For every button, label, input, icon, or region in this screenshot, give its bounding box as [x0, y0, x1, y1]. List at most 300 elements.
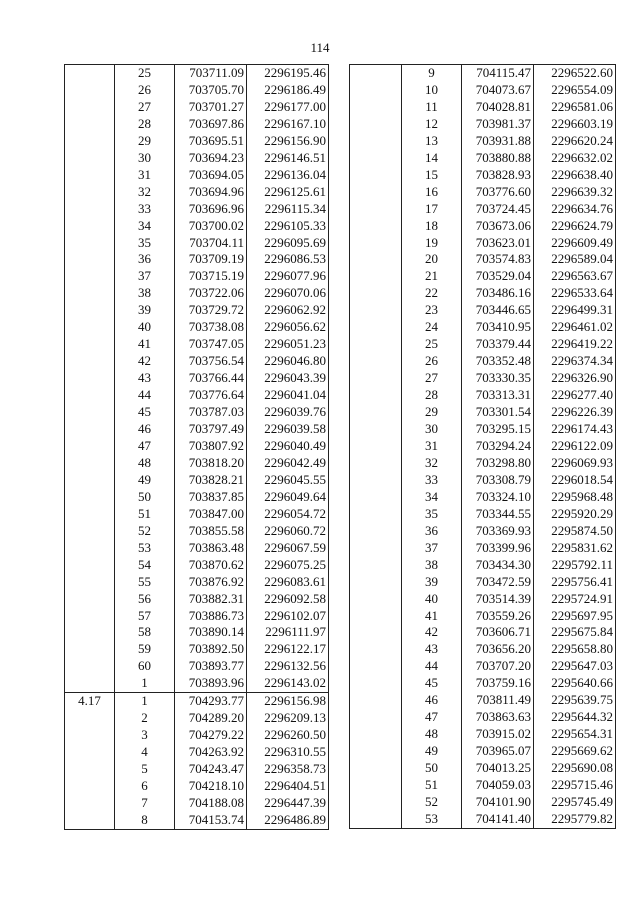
y-coordinate-cell: 2295745.49: [534, 794, 616, 811]
group-cell: [350, 557, 402, 574]
x-coordinate-cell: 703707.20: [462, 658, 534, 675]
x-coordinate-cell: 703828.21: [175, 472, 247, 489]
table-row: [350, 624, 616, 641]
group-cell: [65, 540, 115, 557]
point-number-cell: 27: [115, 99, 175, 116]
point-number-cell: 60: [115, 658, 175, 675]
point-number-cell: 35: [402, 506, 462, 523]
table-row: [65, 353, 329, 370]
x-coordinate-cell: 703811.49: [462, 692, 534, 709]
y-coordinate-cell: 2296083.61: [247, 574, 329, 591]
point-number-cell: 50: [402, 760, 462, 777]
group-cell: [350, 675, 402, 692]
group-cell: [65, 65, 115, 82]
group-cell: [350, 133, 402, 150]
table-row: [350, 302, 616, 319]
x-coordinate-cell: 703709.19: [175, 251, 247, 268]
point-number-cell: 32: [115, 184, 175, 201]
point-number-cell: 29: [115, 133, 175, 150]
table-row: [65, 506, 329, 523]
y-coordinate-cell: 2296522.60: [534, 65, 616, 82]
coordinates-table-left: [64, 64, 329, 830]
group-cell: [350, 167, 402, 184]
group-cell: [65, 710, 115, 727]
y-coordinate-cell: 2296195.46: [247, 65, 329, 82]
y-coordinate-cell: 2296040.49: [247, 438, 329, 455]
y-coordinate-cell: 2296041.04: [247, 387, 329, 404]
group-cell: [350, 472, 402, 489]
group-cell: [65, 591, 115, 608]
point-number-cell: 13: [402, 133, 462, 150]
point-number-cell: 1: [115, 675, 175, 692]
group-cell: [65, 641, 115, 658]
point-number-cell: 52: [402, 794, 462, 811]
group-cell: [65, 82, 115, 99]
x-coordinate-cell: 703301.54: [462, 404, 534, 421]
group-cell: [350, 370, 402, 387]
x-coordinate-cell: 703514.39: [462, 591, 534, 608]
point-number-cell: 43: [402, 641, 462, 658]
y-coordinate-cell: 2296092.58: [247, 591, 329, 608]
point-number-cell: 29: [402, 404, 462, 421]
table-row: [350, 675, 616, 692]
table-row: [65, 404, 329, 421]
x-coordinate-cell: 704115.47: [462, 65, 534, 82]
y-coordinate-cell: 2296177.00: [247, 99, 329, 116]
group-cell: [350, 624, 402, 641]
x-coordinate-cell: 703700.02: [175, 218, 247, 235]
y-coordinate-cell: 2295675.84: [534, 624, 616, 641]
x-coordinate-cell: 703756.54: [175, 353, 247, 370]
table-row: [350, 557, 616, 574]
y-coordinate-cell: 2296632.02: [534, 150, 616, 167]
point-number-cell: 19: [402, 235, 462, 252]
group-cell: [350, 285, 402, 302]
group-cell: [65, 438, 115, 455]
table-row: [65, 235, 329, 252]
point-number-cell: 15: [402, 167, 462, 184]
x-coordinate-cell: 703965.07: [462, 743, 534, 760]
page-number: 114: [310, 40, 330, 55]
y-coordinate-cell: 2296609.49: [534, 235, 616, 252]
group-cell: [65, 387, 115, 404]
table-row: [350, 353, 616, 370]
x-coordinate-cell: 704153.74: [175, 812, 247, 829]
group-cell: [350, 709, 402, 726]
point-number-cell: 47: [402, 709, 462, 726]
group-cell: [65, 675, 115, 692]
x-coordinate-cell: 704028.81: [462, 99, 534, 116]
group-cell: [350, 387, 402, 404]
x-coordinate-cell: 703892.50: [175, 641, 247, 658]
x-coordinate-cell: 703330.35: [462, 370, 534, 387]
table-row: [350, 201, 616, 218]
table-row: [350, 421, 616, 438]
table-row: [65, 251, 329, 268]
table-row: [65, 268, 329, 285]
x-coordinate-cell: 703876.92: [175, 574, 247, 591]
x-coordinate-cell: 703694.23: [175, 150, 247, 167]
y-coordinate-cell: 2296077.96: [247, 268, 329, 285]
point-number-cell: 34: [115, 218, 175, 235]
point-number-cell: 1: [115, 693, 175, 710]
point-number-cell: 40: [402, 591, 462, 608]
x-coordinate-cell: 704101.90: [462, 794, 534, 811]
point-number-cell: 53: [402, 811, 462, 828]
table-row: [350, 387, 616, 404]
table-row: [350, 167, 616, 184]
x-coordinate-cell: 703695.51: [175, 133, 247, 150]
point-number-cell: 5: [115, 761, 175, 778]
table-row: [350, 591, 616, 608]
x-coordinate-cell: 704289.20: [175, 710, 247, 727]
y-coordinate-cell: 2296461.02: [534, 319, 616, 336]
x-coordinate-cell: 703797.49: [175, 421, 247, 438]
table-row: [65, 608, 329, 625]
x-coordinate-cell: 703759.16: [462, 675, 534, 692]
table-row: [350, 709, 616, 726]
y-coordinate-cell: 2296060.72: [247, 523, 329, 540]
point-number-cell: 11: [402, 99, 462, 116]
right-table-body: [350, 65, 616, 829]
y-coordinate-cell: 2296447.39: [247, 795, 329, 812]
point-number-cell: 27: [402, 370, 462, 387]
x-coordinate-cell: 703847.00: [175, 506, 247, 523]
table-row: [65, 523, 329, 540]
group-cell: [350, 574, 402, 591]
y-coordinate-cell: 2296105.33: [247, 218, 329, 235]
x-coordinate-cell: 704188.08: [175, 795, 247, 812]
group-cell: [65, 150, 115, 167]
x-coordinate-cell: 703766.44: [175, 370, 247, 387]
group-cell: [65, 268, 115, 285]
table-row: [65, 336, 329, 353]
point-number-cell: 39: [115, 302, 175, 319]
x-coordinate-cell: 703893.96: [175, 675, 247, 692]
table-row: [350, 489, 616, 506]
x-coordinate-cell: 703313.31: [462, 387, 534, 404]
y-coordinate-cell: 2296069.93: [534, 455, 616, 472]
x-coordinate-cell: 703295.15: [462, 421, 534, 438]
group-cell: [65, 778, 115, 795]
table-row: [350, 540, 616, 557]
group-cell: [65, 319, 115, 336]
group-cell: [65, 744, 115, 761]
table-row: [350, 336, 616, 353]
y-coordinate-cell: 2296095.69: [247, 235, 329, 252]
point-number-cell: 54: [115, 557, 175, 574]
y-coordinate-cell: 2296554.09: [534, 82, 616, 99]
x-coordinate-cell: 703893.77: [175, 658, 247, 675]
point-number-cell: 53: [115, 540, 175, 557]
table-row: [350, 184, 616, 201]
group-cell: [350, 319, 402, 336]
table-row: [350, 472, 616, 489]
y-coordinate-cell: 2296634.76: [534, 201, 616, 218]
x-coordinate-cell: 703747.05: [175, 336, 247, 353]
group-cell: [65, 99, 115, 116]
group-cell: [65, 404, 115, 421]
table-row: [65, 624, 329, 641]
point-number-cell: 56: [115, 591, 175, 608]
x-coordinate-cell: 703352.48: [462, 353, 534, 370]
point-number-cell: 25: [115, 65, 175, 82]
x-coordinate-cell: 703344.55: [462, 506, 534, 523]
x-coordinate-cell: 703623.01: [462, 235, 534, 252]
group-cell: [350, 455, 402, 472]
table-row: [65, 727, 329, 744]
group-cell: [65, 235, 115, 252]
table-row: [350, 438, 616, 455]
x-coordinate-cell: 703324.10: [462, 489, 534, 506]
table-row: [350, 285, 616, 302]
point-number-cell: 44: [402, 658, 462, 675]
y-coordinate-cell: 2296086.53: [247, 251, 329, 268]
point-number-cell: 24: [402, 319, 462, 336]
table-row: [65, 184, 329, 201]
group-cell: [65, 523, 115, 540]
table-row: [350, 760, 616, 777]
group-cell: [350, 777, 402, 794]
point-number-cell: 33: [115, 201, 175, 218]
y-coordinate-cell: 2296563.67: [534, 268, 616, 285]
point-number-cell: 12: [402, 116, 462, 133]
table-row: [350, 82, 616, 99]
x-coordinate-cell: 704073.67: [462, 82, 534, 99]
y-coordinate-cell: 2296174.43: [534, 421, 616, 438]
point-number-cell: 59: [115, 641, 175, 658]
group-cell: [65, 574, 115, 591]
table-row: [65, 574, 329, 591]
table-row: [350, 268, 616, 285]
y-coordinate-cell: 2296056.62: [247, 319, 329, 336]
y-coordinate-cell: 2296054.72: [247, 506, 329, 523]
y-coordinate-cell: 2296132.56: [247, 658, 329, 675]
x-coordinate-cell: 704059.03: [462, 777, 534, 794]
y-coordinate-cell: 2296136.04: [247, 167, 329, 184]
y-coordinate-cell: 2295920.29: [534, 506, 616, 523]
table-row: [350, 99, 616, 116]
table-row: [65, 99, 329, 116]
y-coordinate-cell: 2295644.32: [534, 709, 616, 726]
x-coordinate-cell: 703294.24: [462, 438, 534, 455]
group-cell: [65, 167, 115, 184]
y-coordinate-cell: 2296603.19: [534, 116, 616, 133]
point-number-cell: 47: [115, 438, 175, 455]
table-row: [65, 591, 329, 608]
x-coordinate-cell: 703722.06: [175, 285, 247, 302]
group-cell: [350, 150, 402, 167]
point-number-cell: 38: [115, 285, 175, 302]
x-coordinate-cell: 703870.62: [175, 557, 247, 574]
group-cell: [350, 438, 402, 455]
y-coordinate-cell: 2296499.31: [534, 302, 616, 319]
point-number-cell: 38: [402, 557, 462, 574]
point-number-cell: 20: [402, 251, 462, 268]
table-row: [350, 116, 616, 133]
point-number-cell: 37: [115, 268, 175, 285]
y-coordinate-cell: 2295831.62: [534, 540, 616, 557]
y-coordinate-cell: 2296062.92: [247, 302, 329, 319]
x-coordinate-cell: 703410.95: [462, 319, 534, 336]
table-row: [65, 201, 329, 218]
point-number-cell: 31: [115, 167, 175, 184]
x-coordinate-cell: 703559.26: [462, 608, 534, 625]
table-row: [350, 370, 616, 387]
point-number-cell: 31: [402, 438, 462, 455]
x-coordinate-cell: 703776.60: [462, 184, 534, 201]
x-coordinate-cell: 703574.83: [462, 251, 534, 268]
x-coordinate-cell: 703472.59: [462, 574, 534, 591]
point-number-cell: 52: [115, 523, 175, 540]
y-coordinate-cell: 2296156.98: [247, 693, 329, 710]
point-number-cell: 57: [115, 608, 175, 625]
y-coordinate-cell: 2295715.46: [534, 777, 616, 794]
group-cell: [350, 65, 402, 82]
y-coordinate-cell: 2295779.82: [534, 811, 616, 828]
x-coordinate-cell: 704013.25: [462, 760, 534, 777]
table-row: [65, 302, 329, 319]
table-row: [65, 285, 329, 302]
table-row: [350, 743, 616, 760]
y-coordinate-cell: 2296156.90: [247, 133, 329, 150]
y-coordinate-cell: 2296122.09: [534, 438, 616, 455]
group-cell: [65, 795, 115, 812]
table-row: [350, 726, 616, 743]
point-number-cell: 33: [402, 472, 462, 489]
group-cell: [350, 760, 402, 777]
x-coordinate-cell: 703697.86: [175, 116, 247, 133]
table-row: [65, 150, 329, 167]
group-cell: [350, 743, 402, 760]
y-coordinate-cell: 2296419.22: [534, 336, 616, 353]
point-number-cell: 21: [402, 268, 462, 285]
y-coordinate-cell: 2296260.50: [247, 727, 329, 744]
table-row: [350, 506, 616, 523]
x-coordinate-cell: 703981.37: [462, 116, 534, 133]
y-coordinate-cell: 2296581.06: [534, 99, 616, 116]
point-number-cell: 7: [115, 795, 175, 812]
table-row: [350, 811, 616, 828]
table-row: [350, 251, 616, 268]
point-number-cell: 43: [115, 370, 175, 387]
point-number-cell: 14: [402, 150, 462, 167]
group-cell: [350, 523, 402, 540]
group-cell: 4.17: [65, 693, 115, 710]
y-coordinate-cell: 2296070.06: [247, 285, 329, 302]
table-row: [65, 795, 329, 812]
point-number-cell: 3: [115, 727, 175, 744]
x-coordinate-cell: 703446.65: [462, 302, 534, 319]
table-row: [65, 218, 329, 235]
y-coordinate-cell: 2296310.55: [247, 744, 329, 761]
x-coordinate-cell: 703705.70: [175, 82, 247, 99]
table-row: [65, 116, 329, 133]
point-number-cell: 50: [115, 489, 175, 506]
point-number-cell: 48: [402, 726, 462, 743]
x-coordinate-cell: 703915.02: [462, 726, 534, 743]
x-coordinate-cell: 703308.79: [462, 472, 534, 489]
point-number-cell: 39: [402, 574, 462, 591]
group-cell: [350, 811, 402, 828]
group-cell: [350, 184, 402, 201]
y-coordinate-cell: 2296226.39: [534, 404, 616, 421]
table-row: [350, 455, 616, 472]
group-cell: [65, 557, 115, 574]
x-coordinate-cell: 703776.64: [175, 387, 247, 404]
table-row: [65, 472, 329, 489]
table-row: [65, 421, 329, 438]
group-cell: [350, 692, 402, 709]
point-number-cell: 36: [115, 251, 175, 268]
group-cell: [65, 421, 115, 438]
x-coordinate-cell: 703656.20: [462, 641, 534, 658]
table-row: [65, 812, 329, 829]
x-coordinate-cell: 703863.63: [462, 709, 534, 726]
point-number-cell: 42: [402, 624, 462, 641]
y-coordinate-cell: 2296067.59: [247, 540, 329, 557]
table-row: [65, 675, 329, 692]
group-cell: [65, 727, 115, 744]
x-coordinate-cell: 703369.93: [462, 523, 534, 540]
group-cell: [65, 658, 115, 675]
group-cell: [350, 201, 402, 218]
table-row: [350, 150, 616, 167]
group-cell: [350, 268, 402, 285]
x-coordinate-cell: 704218.10: [175, 778, 247, 795]
y-coordinate-cell: 2296111.97: [247, 624, 329, 641]
group-cell: [65, 218, 115, 235]
group-cell: [65, 201, 115, 218]
y-coordinate-cell: 2296075.25: [247, 557, 329, 574]
y-coordinate-cell: 2296486.89: [247, 812, 329, 829]
group-cell: [65, 133, 115, 150]
table-row: [350, 641, 616, 658]
point-number-cell: 28: [115, 116, 175, 133]
table-row: [65, 387, 329, 404]
y-coordinate-cell: 2295640.66: [534, 675, 616, 692]
y-coordinate-cell: 2296209.13: [247, 710, 329, 727]
x-coordinate-cell: 703855.58: [175, 523, 247, 540]
group-cell: [350, 116, 402, 133]
left-table-body: [65, 65, 329, 830]
y-coordinate-cell: 2296620.24: [534, 133, 616, 150]
table-row: [65, 778, 329, 795]
group-cell: [65, 761, 115, 778]
point-number-cell: 34: [402, 489, 462, 506]
table-row: [65, 370, 329, 387]
group-cell: [65, 489, 115, 506]
y-coordinate-cell: 2296358.73: [247, 761, 329, 778]
table-row: [350, 608, 616, 625]
x-coordinate-cell: 703931.88: [462, 133, 534, 150]
table-row: [350, 319, 616, 336]
x-coordinate-cell: 703886.73: [175, 608, 247, 625]
point-number-cell: 46: [115, 421, 175, 438]
table-row: [65, 82, 329, 99]
table-row: [65, 319, 329, 336]
point-number-cell: 49: [115, 472, 175, 489]
table-row: [65, 455, 329, 472]
y-coordinate-cell: 2295639.75: [534, 692, 616, 709]
table-row: [350, 794, 616, 811]
group-cell: [350, 251, 402, 268]
point-number-cell: 40: [115, 319, 175, 336]
y-coordinate-cell: 2296638.40: [534, 167, 616, 184]
table-row: [350, 658, 616, 675]
group-cell: [350, 658, 402, 675]
group-cell: [350, 641, 402, 658]
